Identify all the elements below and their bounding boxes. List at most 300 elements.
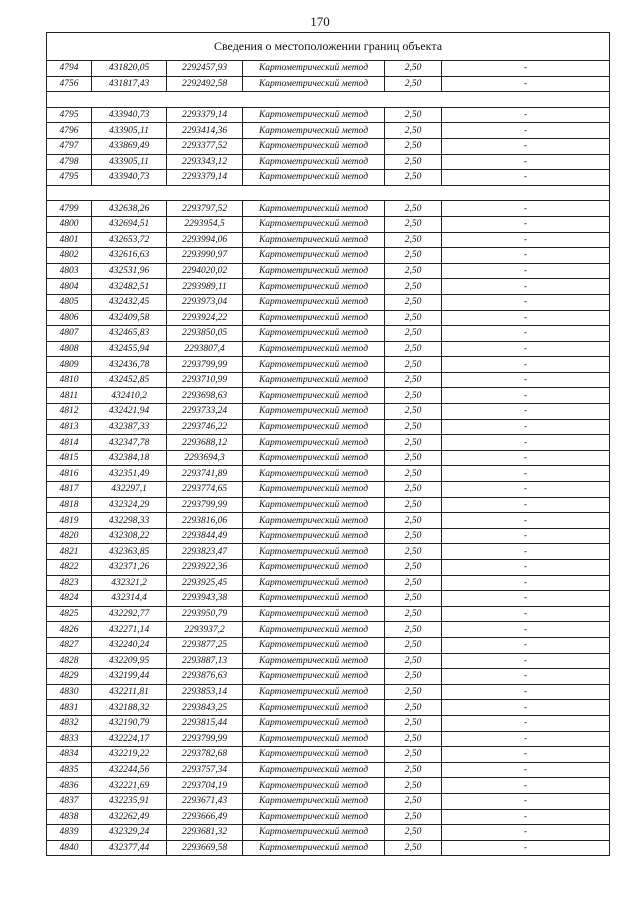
cell-method: Картометрический метод [243, 61, 385, 77]
cell-coordinate-y: 2292492,58 [167, 76, 243, 92]
cell-method: Картометрический метод [243, 684, 385, 700]
cell-accuracy: 2,50 [385, 123, 442, 139]
cell-coordinate-y: 2293757,34 [167, 762, 243, 778]
cell-coordinate-x: 432436,78 [92, 357, 167, 373]
table-row [47, 435, 610, 451]
cell-description: - [442, 513, 610, 529]
cell-coordinate-y: 2293746,22 [167, 419, 243, 435]
cell-description: - [442, 388, 610, 404]
cell-description: - [442, 778, 610, 794]
cell-coordinate-y: 2293343,12 [167, 154, 243, 170]
table-row [47, 622, 610, 638]
table-row [47, 232, 610, 248]
cell-coordinate-x: 432209,95 [92, 653, 167, 669]
cell-coordinate-x: 432297,1 [92, 482, 167, 498]
table-row [47, 466, 610, 482]
cell-point-number: 4825 [47, 606, 92, 622]
cell-coordinate-y: 2293799,99 [167, 357, 243, 373]
cell-description: - [442, 669, 610, 685]
cell-coordinate-y: 2293887,13 [167, 653, 243, 669]
cell-accuracy: 2,50 [385, 248, 442, 264]
cell-description: - [442, 731, 610, 747]
cell-coordinate-x: 432235,91 [92, 793, 167, 809]
table-row [47, 482, 610, 498]
cell-method: Картометрический метод [243, 107, 385, 123]
cell-accuracy: 2,50 [385, 419, 442, 435]
cell-accuracy: 2,50 [385, 793, 442, 809]
cell-accuracy: 2,50 [385, 372, 442, 388]
cell-point-number: 4798 [47, 154, 92, 170]
cell-coordinate-x: 432455,94 [92, 341, 167, 357]
cell-point-number: 4794 [47, 61, 92, 77]
cell-coordinate-y: 2293823,47 [167, 544, 243, 560]
cell-method: Картометрический метод [243, 793, 385, 809]
cell-coordinate-y: 2293377,52 [167, 138, 243, 154]
cell-point-number: 4795 [47, 107, 92, 123]
cell-accuracy: 2,50 [385, 497, 442, 513]
cell-coordinate-x: 432321,2 [92, 575, 167, 591]
cell-description: - [442, 497, 610, 513]
cell-coordinate-y: 2293799,99 [167, 731, 243, 747]
table-row [47, 263, 610, 279]
cell-accuracy: 2,50 [385, 294, 442, 310]
cell-point-number: 4801 [47, 232, 92, 248]
page-number: 170 [310, 14, 330, 29]
cell-point-number: 4799 [47, 201, 92, 217]
cell-accuracy: 2,50 [385, 622, 442, 638]
cell-coordinate-y: 2293937,2 [167, 622, 243, 638]
cell-accuracy: 2,50 [385, 388, 442, 404]
cell-method: Картометрический метод [243, 591, 385, 607]
cell-method: Картометрический метод [243, 762, 385, 778]
cell-accuracy: 2,50 [385, 606, 442, 622]
cell-coordinate-y: 2293379,14 [167, 107, 243, 123]
cell-accuracy: 2,50 [385, 700, 442, 716]
table-row [47, 419, 610, 435]
cell-coordinate-x: 432694,51 [92, 216, 167, 232]
cell-coordinate-x: 432387,33 [92, 419, 167, 435]
cell-coordinate-x: 432351,49 [92, 466, 167, 482]
cell-method: Картометрический метод [243, 513, 385, 529]
cell-method: Картометрический метод [243, 404, 385, 420]
cell-coordinate-y: 2293799,99 [167, 497, 243, 513]
cell-point-number: 4827 [47, 637, 92, 653]
table-row [47, 497, 610, 513]
cell-point-number: 4819 [47, 513, 92, 529]
cell-coordinate-x: 432410,2 [92, 388, 167, 404]
cell-coordinate-x: 432219,22 [92, 747, 167, 763]
cell-point-number: 4795 [47, 170, 92, 186]
table-row [47, 123, 610, 139]
table-row [47, 809, 610, 825]
cell-description: - [442, 138, 610, 154]
cell-point-number: 4817 [47, 482, 92, 498]
cell-description: - [442, 170, 610, 186]
group-separator-cell [47, 92, 610, 108]
cell-point-number: 4814 [47, 435, 92, 451]
cell-method: Картометрический метод [243, 731, 385, 747]
cell-method: Картометрический метод [243, 497, 385, 513]
cell-coordinate-y: 2293843,25 [167, 700, 243, 716]
cell-coordinate-y: 2293989,11 [167, 279, 243, 295]
cell-description: - [442, 450, 610, 466]
cell-method: Картометрический метод [243, 544, 385, 560]
cell-accuracy: 2,50 [385, 825, 442, 841]
cell-coordinate-y: 2293994,06 [167, 232, 243, 248]
cell-coordinate-y: 2293876,63 [167, 669, 243, 685]
cell-description: - [442, 404, 610, 420]
cell-accuracy: 2,50 [385, 575, 442, 591]
cell-coordinate-x: 432190,79 [92, 715, 167, 731]
cell-description: - [442, 793, 610, 809]
cell-coordinate-y: 2293844,49 [167, 528, 243, 544]
cell-description: - [442, 825, 610, 841]
cell-coordinate-x: 432616,63 [92, 248, 167, 264]
cell-method: Картометрический метод [243, 123, 385, 139]
cell-description: - [442, 61, 610, 77]
cell-point-number: 4806 [47, 310, 92, 326]
cell-coordinate-x: 432482,51 [92, 279, 167, 295]
group-separator-row [47, 185, 610, 201]
cell-point-number: 4797 [47, 138, 92, 154]
cell-coordinate-x: 432384,18 [92, 450, 167, 466]
cell-method: Картометрический метод [243, 138, 385, 154]
cell-description: - [442, 201, 610, 217]
table-row [47, 201, 610, 217]
cell-coordinate-x: 432199,44 [92, 669, 167, 685]
cell-description: - [442, 76, 610, 92]
cell-coordinate-x: 433905,11 [92, 123, 167, 139]
cell-coordinate-x: 432314,4 [92, 591, 167, 607]
cell-coordinate-y: 2293741,89 [167, 466, 243, 482]
cell-point-number: 4820 [47, 528, 92, 544]
cell-accuracy: 2,50 [385, 747, 442, 763]
cell-coordinate-x: 432638,26 [92, 201, 167, 217]
cell-accuracy: 2,50 [385, 653, 442, 669]
cell-method: Картометрический метод [243, 341, 385, 357]
cell-accuracy: 2,50 [385, 107, 442, 123]
cell-point-number: 4810 [47, 372, 92, 388]
table-row [47, 310, 610, 326]
cell-coordinate-y: 2293954,5 [167, 216, 243, 232]
cell-method: Картометрический метод [243, 263, 385, 279]
cell-coordinate-x: 432377,44 [92, 840, 167, 856]
cell-method: Картометрический метод [243, 294, 385, 310]
table-row [47, 606, 610, 622]
cell-method: Картометрический метод [243, 700, 385, 716]
table-row [47, 825, 610, 841]
cell-point-number: 4805 [47, 294, 92, 310]
cell-coordinate-y: 2293704,19 [167, 778, 243, 794]
cell-method: Картометрический метод [243, 372, 385, 388]
cell-coordinate-x: 432240,24 [92, 637, 167, 653]
cell-coordinate-y: 2293671,43 [167, 793, 243, 809]
cell-description: - [442, 326, 610, 342]
cell-point-number: 4839 [47, 825, 92, 841]
table-row [47, 450, 610, 466]
cell-method: Картометрический метод [243, 575, 385, 591]
group-separator-cell [47, 185, 610, 201]
cell-method: Картометрический метод [243, 466, 385, 482]
table-row [47, 107, 610, 123]
cell-coordinate-y: 2293797,52 [167, 201, 243, 217]
boundary-coordinates-table [46, 32, 610, 856]
cell-description: - [442, 809, 610, 825]
cell-accuracy: 2,50 [385, 669, 442, 685]
cell-coordinate-x: 432363,85 [92, 544, 167, 560]
cell-description: - [442, 840, 610, 856]
cell-coordinate-x: 431817,43 [92, 76, 167, 92]
table-row [47, 778, 610, 794]
cell-point-number: 4802 [47, 248, 92, 264]
cell-coordinate-y: 2293710,99 [167, 372, 243, 388]
cell-method: Картометрический метод [243, 76, 385, 92]
cell-point-number: 4838 [47, 809, 92, 825]
cell-coordinate-y: 2292457,93 [167, 61, 243, 77]
cell-method: Картометрический метод [243, 809, 385, 825]
cell-accuracy: 2,50 [385, 404, 442, 420]
cell-coordinate-y: 2293990,97 [167, 248, 243, 264]
cell-method: Картометрический метод [243, 622, 385, 638]
table-row [47, 793, 610, 809]
cell-accuracy: 2,50 [385, 560, 442, 576]
cell-coordinate-x: 433940,73 [92, 107, 167, 123]
cell-method: Картометрический метод [243, 216, 385, 232]
cell-coordinate-y: 2293698,63 [167, 388, 243, 404]
cell-coordinate-x: 432308,22 [92, 528, 167, 544]
table-row [47, 170, 610, 186]
cell-coordinate-y: 2293688,12 [167, 435, 243, 451]
cell-coordinate-x: 432452,85 [92, 372, 167, 388]
cell-coordinate-x: 431820,05 [92, 61, 167, 77]
cell-method: Картометрический метод [243, 528, 385, 544]
cell-method: Картометрический метод [243, 326, 385, 342]
cell-method: Картометрический метод [243, 248, 385, 264]
cell-accuracy: 2,50 [385, 466, 442, 482]
cell-method: Картометрический метод [243, 201, 385, 217]
table-row [47, 388, 610, 404]
cell-accuracy: 2,50 [385, 154, 442, 170]
cell-method: Картометрический метод [243, 419, 385, 435]
cell-description: - [442, 544, 610, 560]
cell-accuracy: 2,50 [385, 357, 442, 373]
cell-description: - [442, 466, 610, 482]
cell-method: Картометрический метод [243, 450, 385, 466]
cell-coordinate-y: 2293733,24 [167, 404, 243, 420]
table-row [47, 76, 610, 92]
cell-accuracy: 2,50 [385, 684, 442, 700]
cell-description: - [442, 622, 610, 638]
cell-description: - [442, 482, 610, 498]
cell-coordinate-y: 2293943,38 [167, 591, 243, 607]
cell-coordinate-x: 432262,49 [92, 809, 167, 825]
cell-coordinate-y: 2293414,36 [167, 123, 243, 139]
cell-coordinate-x: 432465,83 [92, 326, 167, 342]
cell-accuracy: 2,50 [385, 216, 442, 232]
cell-coordinate-y: 2293973,04 [167, 294, 243, 310]
cell-accuracy: 2,50 [385, 482, 442, 498]
cell-accuracy: 2,50 [385, 138, 442, 154]
cell-method: Картометрический метод [243, 840, 385, 856]
cell-coordinate-x: 433940,73 [92, 170, 167, 186]
cell-point-number: 4822 [47, 560, 92, 576]
cell-accuracy: 2,50 [385, 326, 442, 342]
cell-coordinate-x: 432347,78 [92, 435, 167, 451]
cell-coordinate-y: 2293853,14 [167, 684, 243, 700]
cell-accuracy: 2,50 [385, 263, 442, 279]
cell-coordinate-y: 2293807,4 [167, 341, 243, 357]
cell-point-number: 4828 [47, 653, 92, 669]
cell-coordinate-x: 432211,81 [92, 684, 167, 700]
table-row [47, 700, 610, 716]
cell-method: Картометрический метод [243, 279, 385, 295]
cell-coordinate-y: 2293922,36 [167, 560, 243, 576]
cell-description: - [442, 715, 610, 731]
cell-point-number: 4796 [47, 123, 92, 139]
table-row [47, 637, 610, 653]
table-row [47, 138, 610, 154]
cell-method: Картометрический метод [243, 653, 385, 669]
table-row [47, 669, 610, 685]
table-row [47, 404, 610, 420]
cell-method: Картометрический метод [243, 637, 385, 653]
cell-accuracy: 2,50 [385, 637, 442, 653]
cell-point-number: 4829 [47, 669, 92, 685]
cell-coordinate-y: 2293666,49 [167, 809, 243, 825]
cell-point-number: 4823 [47, 575, 92, 591]
cell-description: - [442, 684, 610, 700]
cell-coordinate-x: 432244,56 [92, 762, 167, 778]
cell-accuracy: 2,50 [385, 170, 442, 186]
cell-method: Картометрический метод [243, 715, 385, 731]
table-title-row [47, 33, 610, 61]
cell-accuracy: 2,50 [385, 450, 442, 466]
cell-description: - [442, 700, 610, 716]
cell-point-number: 4830 [47, 684, 92, 700]
cell-accuracy: 2,50 [385, 310, 442, 326]
cell-accuracy: 2,50 [385, 279, 442, 295]
cell-accuracy: 2,50 [385, 731, 442, 747]
cell-coordinate-y: 2293694,3 [167, 450, 243, 466]
cell-method: Картометрический метод [243, 310, 385, 326]
cell-description: - [442, 653, 610, 669]
cell-point-number: 4811 [47, 388, 92, 404]
cell-coordinate-y: 2293924,22 [167, 310, 243, 326]
cell-description: - [442, 591, 610, 607]
cell-accuracy: 2,50 [385, 232, 442, 248]
table-row [47, 575, 610, 591]
cell-coordinate-y: 2293379,14 [167, 170, 243, 186]
cell-description: - [442, 216, 610, 232]
cell-description: - [442, 123, 610, 139]
cell-description: - [442, 419, 610, 435]
cell-accuracy: 2,50 [385, 762, 442, 778]
cell-method: Картометрический метод [243, 170, 385, 186]
cell-accuracy: 2,50 [385, 513, 442, 529]
table-row [47, 731, 610, 747]
cell-accuracy: 2,50 [385, 591, 442, 607]
cell-accuracy: 2,50 [385, 778, 442, 794]
table-row [47, 653, 610, 669]
cell-description: - [442, 248, 610, 264]
cell-coordinate-x: 432409,58 [92, 310, 167, 326]
cell-coordinate-x: 432329,24 [92, 825, 167, 841]
cell-point-number: 4803 [47, 263, 92, 279]
cell-method: Картометрический метод [243, 778, 385, 794]
cell-method: Картометрический метод [243, 747, 385, 763]
cell-coordinate-x: 432271,14 [92, 622, 167, 638]
cell-point-number: 4834 [47, 747, 92, 763]
cell-coordinate-x: 432298,33 [92, 513, 167, 529]
cell-description: - [442, 310, 610, 326]
cell-point-number: 4816 [47, 466, 92, 482]
cell-description: - [442, 357, 610, 373]
table-row [47, 294, 610, 310]
cell-point-number: 4813 [47, 419, 92, 435]
cell-coordinate-x: 432371,26 [92, 560, 167, 576]
table-row [47, 715, 610, 731]
table-row [47, 372, 610, 388]
cell-description: - [442, 762, 610, 778]
cell-point-number: 4818 [47, 497, 92, 513]
cell-coordinate-y: 2294020,02 [167, 263, 243, 279]
cell-coordinate-x: 432188,32 [92, 700, 167, 716]
cell-method: Картометрический метод [243, 825, 385, 841]
cell-description: - [442, 294, 610, 310]
cell-point-number: 4832 [47, 715, 92, 731]
table-row [47, 762, 610, 778]
cell-coordinate-y: 2293815,44 [167, 715, 243, 731]
cell-method: Картометрический метод [243, 669, 385, 685]
cell-method: Картометрический метод [243, 154, 385, 170]
cell-coordinate-x: 433905,11 [92, 154, 167, 170]
cell-coordinate-x: 432221,69 [92, 778, 167, 794]
cell-point-number: 4808 [47, 341, 92, 357]
group-separator-row [47, 92, 610, 108]
cell-description: - [442, 154, 610, 170]
cell-description: - [442, 747, 610, 763]
cell-point-number: 4840 [47, 840, 92, 856]
cell-description: - [442, 107, 610, 123]
cell-description: - [442, 263, 610, 279]
cell-coordinate-x: 432421,94 [92, 404, 167, 420]
cell-description: - [442, 279, 610, 295]
cell-coordinate-x: 432531,96 [92, 263, 167, 279]
cell-description: - [442, 372, 610, 388]
table-row [47, 357, 610, 373]
table-row [47, 560, 610, 576]
cell-point-number: 4800 [47, 216, 92, 232]
cell-method: Картометрический метод [243, 388, 385, 404]
table-row [47, 154, 610, 170]
cell-coordinate-y: 2293925,45 [167, 575, 243, 591]
cell-method: Картометрический метод [243, 606, 385, 622]
table-row [47, 341, 610, 357]
cell-point-number: 4807 [47, 326, 92, 342]
cell-accuracy: 2,50 [385, 435, 442, 451]
table-row [47, 684, 610, 700]
cell-description: - [442, 341, 610, 357]
cell-point-number: 4821 [47, 544, 92, 560]
cell-description: - [442, 232, 610, 248]
cell-description: - [442, 637, 610, 653]
cell-accuracy: 2,50 [385, 61, 442, 77]
cell-coordinate-x: 432324,29 [92, 497, 167, 513]
table-row [47, 747, 610, 763]
cell-point-number: 4812 [47, 404, 92, 420]
cell-point-number: 4837 [47, 793, 92, 809]
cell-accuracy: 2,50 [385, 341, 442, 357]
